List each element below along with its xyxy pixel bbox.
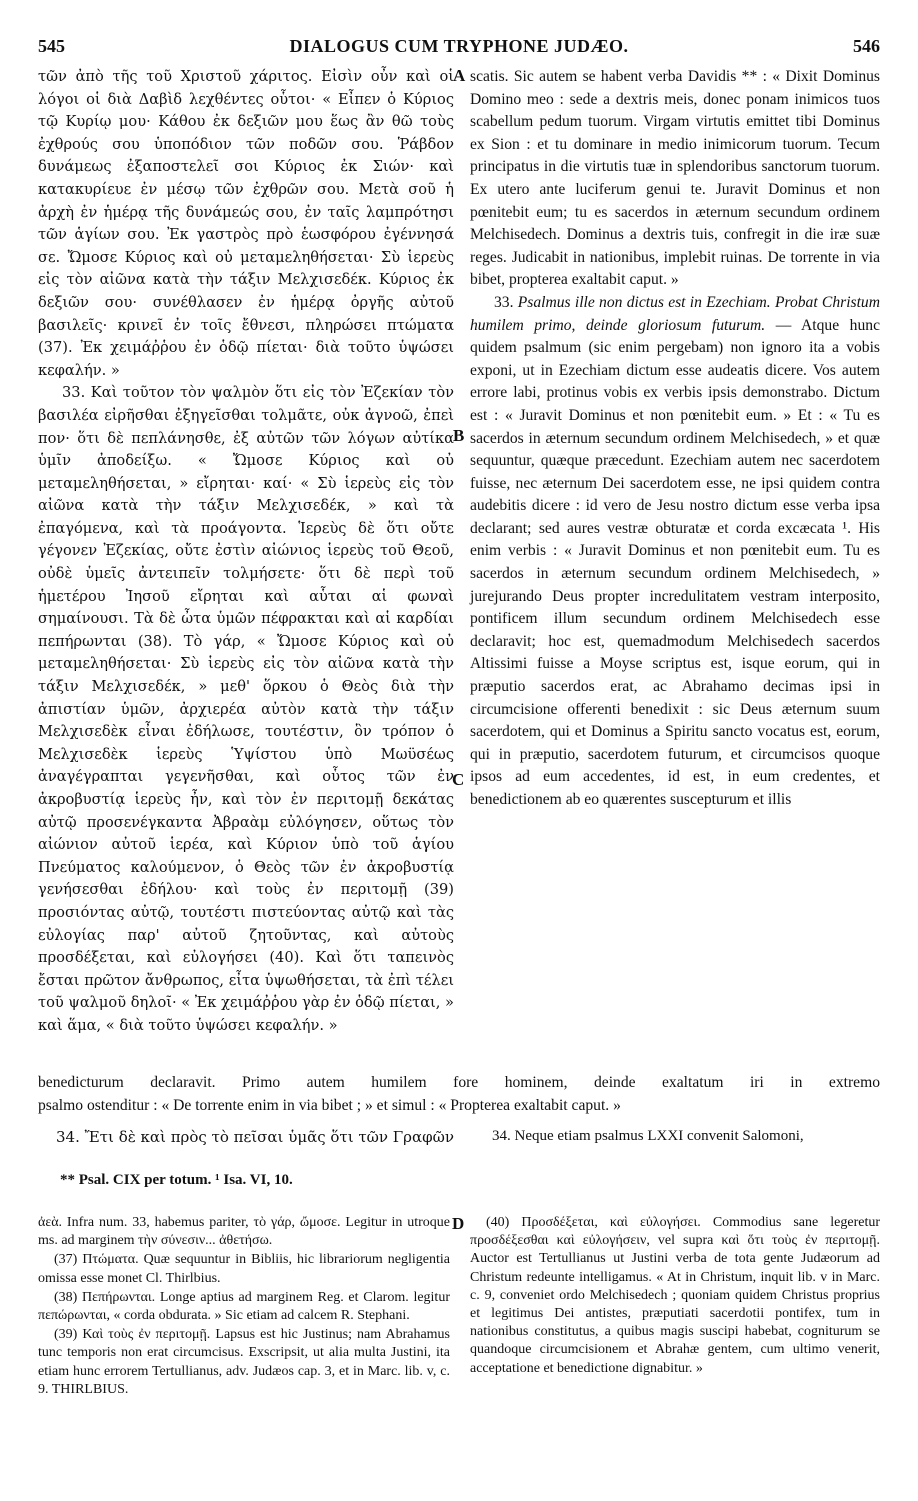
margin-letter-c: C xyxy=(452,770,465,789)
section-heading: Psalmus ille non dictus est in Ezechiam. Probat Christum humilem primo, deinde gloriosum futurum. xyxy=(470,293,880,334)
section-number: 33. xyxy=(494,293,514,311)
running-header xyxy=(38,36,880,62)
full-width-line-1: benedicturum declaravit. Primo autem humilem fore hominem, deinde exaltatum iri in extremo xyxy=(38,1074,880,1091)
page-number-left: 545 xyxy=(38,36,65,56)
margin-letter-b: B xyxy=(453,426,465,445)
footnote-references: ** Psal. CIX per totum. ¹ Isa. VI, 10. xyxy=(60,1172,293,1188)
note-item: ἀεὰ. Infra num. 33, habemus pariter, τὸ γάρ, ὤμοσε. Legitur in utroque ms. ad marginem τὴν σύνεσιν... ἀθετήσω. xyxy=(38,1215,450,1249)
latin-paragraph-33-text: — Atque hunc quidem psalmum (sic enim pergebam) non ignoro ita a vobis exponi, ut in Ezechiam dictum esse audeatis dicere. Vos autem errore labi, protinus vobis ex verbis ipsis demonstrabo. Dictum est : « Juravit Dominus et non pœnitebit eum. » Et : « Tu es sacerdos in æternum secundum ordinem Melchisedech, » et quæ sequuntur, quæque præcedunt. Ezechiam autem nec sacerdotem fuisse, nec æternum Dei sacerdotem esse, ne ipsi quidem contra audebitis dicere : id vero de Jesu nostro dictum esse verba ipsa declarant; sed aures vestræ obturatæ et corda excæcata ¹. His enim verbis : « Juravit Dominus et non pœnitebit eum. Tu es sacerdos in æternum secundum ordinem Melchisedech, » jurejurando Deus propter incredulitatem vestram interposito, pontificem illum secundum ordinem Melchisedech esse declaravit; hoc est, quemadmodum Melchisedech sacerdos Altissimi fuisse a Moyse scriptus est, isque eorum, qui in præputio sacerdos erat, ac Abrahamo decimas ipsi in circumcisione offerenti benedixit : sic Deus æternum suum sacerdotem, qui et Dominus a Spiritu sancto vocatus est, eorum, qui in præputio, sacerdotem futurum, et circumcisos quoque ipsos ad eum accedentes, id est, in eum credentes, et benedictionem ab eo quærentes suscepturum et illis xyxy=(470,316,880,808)
full-width-line-2: psalmo ostenditur : « De torrente enim in via bibet ; » et simul : « Propterea exaltabit caput. » xyxy=(38,1096,621,1114)
greek-section-34-start: 34. Ἔτι δὲ καὶ πρὸς τὸ πεῖσαι ὑμᾶς ὅτι τῶν Γραφῶν xyxy=(56,1128,454,1146)
greek-paragraph-psalm: τῶν ἀπὸ τῆς τοῦ Χριστοῦ χάριτος. Εἰσὶν οὖν καὶ οἱ λόγοι οἱ διὰ Δαβὶδ λεχθέντες οὗτοι· « Εἶπεν ὁ Κύριος τῷ Κυρίῳ μου· Κάθου ἐκ δεξιῶν μου ἕως ἂν θῶ τοὺς ἐχθρούς σου ὑποπόδιον τῶν ποδῶν σου. Ῥάβδον δυνάμεως ἐξαποστελεῖ σοι Κύριος ἐκ Σιών· καὶ κατακυρίευε ἐν μέσῳ τῶν ἐχθρῶν σου. Μετὰ σοῦ ἡ ἀρχὴ ἐν ἡμέρᾳ τῆς δυνάμεώς σου, ἐν ταῖς λαμπρότησι τῶν ἁγίων σου. Ἐκ γαστρὸς πρὸ ἑωσφόρου ἐγέννησά σε. Ὤμοσε Κύριος καὶ οὐ μεταμεληθήσεται· Σὺ ἱερεὺς εἰς τὸν αἰῶνα κατὰ τὴν τάξιν Μελχισεδέκ. Κύριος ἐκ δεξιῶν σου· συνέθλασεν ἐν ἡμέρᾳ ὀργῆς αὐτοῦ βασιλεῖς· κρινεῖ ἐν τοῖς ἔθνεσι, πληρώσει πτώματα (37). Ἐκ χειμάῤῥου ἐν ὁδῷ πίεται· διὰ τοῦτο ὑψώσει κεφαλήν. » xyxy=(38,68,454,379)
notes-left-column xyxy=(38,1214,450,1400)
greek-paragraph-33: 33. Καὶ τοῦτον τὸν ψαλμὸν ὅτι εἰς τὸν Ἐζεκίαν τὸν βασιλέα εἰρῆσθαι ἐξηγεῖσθαι τολμᾶτε, οὐκ ἀγνοῶ, ἐπεὶ πον· ὅτι δὲ πεπλάνησθε, ἐξ αὐτῶν τῶν λόγων αὐτίκα ὑμῖν ἀποδείξω. « Ὤμοσε Κύριος καὶ οὐ μεταμεληθήσεται, » εἴρηται· καί· « Σὺ ἱερεὺς εἰς τὸν αἰῶνα κατὰ τὴν τάξιν Μελχισεδέκ, » καὶ τὰ ἐπαγόμενα, καὶ τὰ προάγοντα. Ἱερεὺς δὲ ὅτι οὔτε γέγονεν Ἐζεκίας, οὔτε ἐστὶν αἰώνιος ἱερεὺς τοῦ Θεοῦ, οὐδὲ ὑμεῖς ἀντειπεῖν τολμήσετε· ὅτι δὲ περὶ τοῦ ἡμετέρου Ἰησοῦ εἴρηται καὶ αὗται αἱ φωναὶ σημαίνουσι. Τὰ δὲ ὦτα ὑμῶν πέφρακται καὶ αἱ καρδίαι πεπήρωνται (38). Τὸ γάρ, « Ὤμοσε Κύριος καὶ οὐ μεταμεληθήσεται· Σὺ ἱερεὺς εἰς τὸν αἰῶνα κατὰ τὴν τάξιν Μελχισεδέκ, » μεθ' ὅρκου ὁ Θεὸς διὰ τὴν ἀπιστίαν ὑμῶν, ἀρχιερέα αὐτὸν κατὰ τὴν τάξιν Μελχισεδὲκ εἶναι ἐδήλωσε, τουτέστιν, ὃν τρόπον ὁ Μελχισεδὲκ ἱερεὺς Ὑψίστου ὑπὸ Μωϋσέως ἀναγέγραπται γεγενῆσθαι, καὶ οὗτος τῶν ἐν ἀκροβυστίᾳ ἱερεὺς ἦν, καὶ τὸν ἐν περιτομῇ δεκάτας αὐτῷ προσενέγκαντα Ἀβραὰμ εὐλόγησεν, οὕτως τὸν αἰώνιον αὐτοῦ ἱερέα, καὶ Κύριον ὑπὸ τοῦ ἁγίου Πνεύματος καλούμενον, ὁ Θεὸς τῶν ἐν ἀκροβυστίᾳ γενήσεσθαι ἐδήλου· καὶ τοὺς ἐν περιτομῇ (39) προσιόντας αὐτῷ, τουτέστι πιστεύοντας αὐτῷ καὶ τὰς εὐλογίας παρ' αὐτοῦ ζητοῦντας, καὶ αὐτοὺς προσδέξεται, καὶ εὐλογήσει (40). Καὶ ὅτι ταπεινὸς ἔσται πρῶτον ἄνθρωπος, εἶτα ὑψωθήσεται, τὰ ἐπὶ τέλει τοῦ ψαλμοῦ δηλοῖ· « Ἐκ χειμάῤῥου γὰρ ἐν ὁδῷ πίεται, » καὶ ἅμα, « διὰ τοῦτο ὑψώσει κεφαλήν. » xyxy=(38,384,454,1034)
latin-section-34-start: 34. Neque etiam psalmus LXXI convenit Salomoni, xyxy=(492,1128,804,1144)
greek-column xyxy=(38,66,454,1038)
margin-letter-a: A xyxy=(453,66,466,85)
latin-column xyxy=(470,66,880,812)
page-number-right: 546 xyxy=(853,36,880,56)
latin-paragraph-psalm: scatis. Sic autem se habent verba Davidis ** : « Dixit Dominus Domino meo : sede a dextris meis, donec ponam inimicos tuos scabellum pedum tuorum. Virgam virtutis emittet tibi Dominus ex Sion : et tu dominare in medio inimicorum tuorum. Tecum principatus in die virtutis tuæ in splendoribus sanctorum tuorum. Ex utero ante luciferum genui te. Juravit Dominus et non pœnitebit eum; tu es sacerdos in æternum secundum ordinem Melchisedech. Dominus a dextris tuis, confregit in die iræ suæ reges. Judicabit in nationibus, implebit ruinas. De torrente in via bibet, propterea exaltabit caput. » xyxy=(470,68,880,289)
running-title: DIALOGUS CUM TRYPHONE JUDÆO. xyxy=(289,36,629,56)
latin-paragraph-33 xyxy=(470,292,880,812)
note-item: (37) Πτώματα. Quæ sequuntur in Bibliis, hic librariorum negligentia omissa esse monet Cl. Thirlbius. xyxy=(38,1252,450,1286)
notes-right-column xyxy=(470,1214,880,1379)
note-item: (39) Καὶ τοὺς ἐν περιτομῇ. Lapsus est hic Justinus; nam Abrahamus tunc temporis non erat circumcisus. Exscripsit, ut alia multa Justini, ita etiam hunc errorem Tertullianus, adv. Judæos cap. 3, et in Marc. lib. v, c. 9. THIRLBIUS. xyxy=(38,1327,450,1397)
note-item: (38) Πεπήρωνται. Longe aptius ad marginem Reg. et Clarom. legitur πεπώρωνται, « corda obdurata. » Sic etiam ad calcem R. Stephani. xyxy=(38,1289,450,1324)
note-item: (40) Προσδέξεται, καὶ εὐλογήσει. Commodius sane legeretur προσδέξεσθαι καὶ εὐλογήσειν, vel supra καὶ ὅτι τοὺς ἐν περιτομῇ. Auctor est Tertullianus ut Justini verba de tota gente Judæorum ad Christum redeunte intelligamus. « At in Christum, inquit lib. v in Marc. c. 9, conveniet ordo Melchisedech ; quoniam quidem Christus proprius et legitimus Dei antistes, præputiati sacerdotii pontifex, tum in nationibus constitutus, a quibus magis suscipi habebat, cogniturum se quandoque circumcisionem et Abrahæ gentem, cum ultimo venerit, acceptatione et benedictione dignabitur. » xyxy=(470,1215,880,1376)
margin-letter-d: D xyxy=(452,1214,465,1233)
full-width-text xyxy=(38,1072,880,1117)
